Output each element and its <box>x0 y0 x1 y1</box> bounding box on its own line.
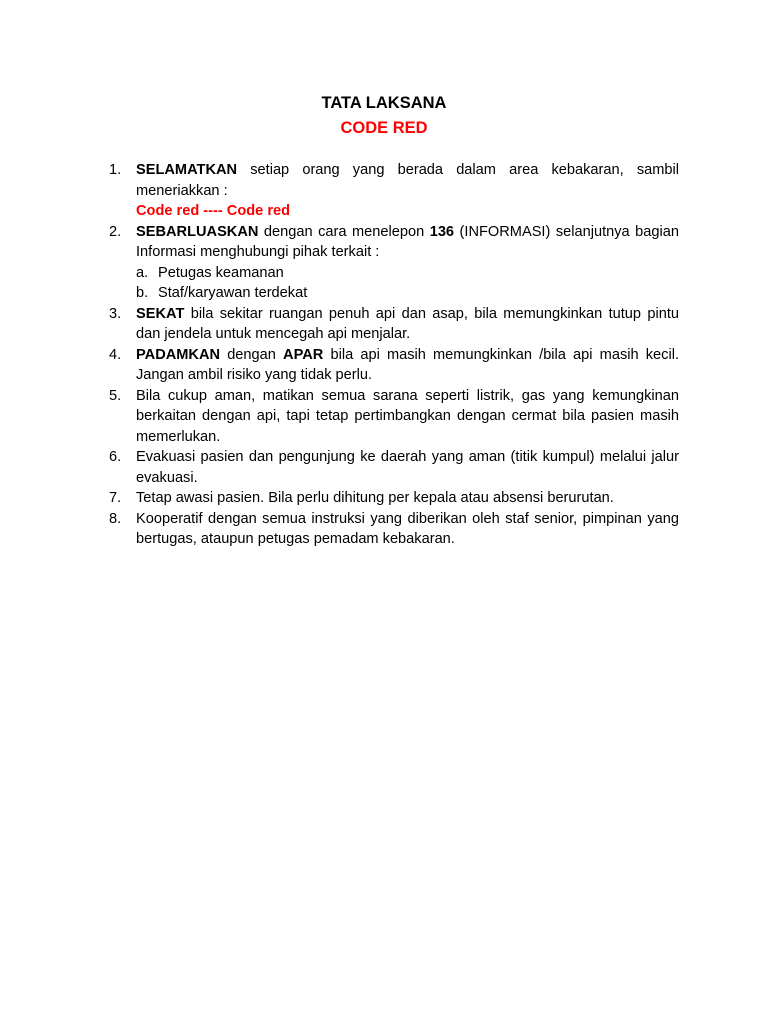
item-text <box>136 160 679 201</box>
item-description: bila sekitar ruangan penuh api dan asap, bila memungkinkan tutup pintu dan jendela untuk mencegah api menjalar. <box>136 305 679 342</box>
list-item <box>109 304 679 345</box>
item-number: 2. <box>109 223 122 240</box>
sub-item-text: Petugas keamanan <box>158 264 284 281</box>
item-description-cont: (INFORMASI) selanjutnya bagian Informasi menghubungi pihak terkait : <box>136 223 679 260</box>
item-keyword: SEBARLUASKAN <box>136 223 259 240</box>
item-number: 8. <box>109 510 122 527</box>
item-text: Evakuasi pasien dan pengunjung ke daerah yang aman (titik kumpul) melalui jalur evakuasi. <box>136 449 679 486</box>
phone-number: 136 <box>429 223 455 240</box>
sub-list-item <box>136 263 679 284</box>
item-text <box>136 304 679 345</box>
item-number: 3. <box>109 305 122 322</box>
item-description: setiap orang yang berada dalam area kebakaran, sambil meneriakkan : <box>136 162 679 199</box>
document-subtitle: CODE RED <box>340 119 428 137</box>
item-keyword: SEKAT <box>136 305 185 322</box>
list-item <box>109 488 679 509</box>
item-description-cont: bila api masih memungkinkan /bila api masih kecil. Jangan ambil risiko yang tidak perlu. <box>136 346 679 383</box>
item-text: Kooperatif dengan semua instruksi yang diberikan oleh staf senior, pimpinan yang bertugas, ataupun petugas pemadam kebakaran. <box>136 510 679 547</box>
procedure-list <box>109 160 679 550</box>
item-keyword: SELAMATKAN <box>136 162 238 178</box>
sub-item-letter: b. <box>136 285 149 301</box>
item-text <box>136 222 679 263</box>
document-title: TATA LAKSANA <box>321 94 447 112</box>
item-number: 6. <box>109 449 122 465</box>
item-keyword-apar: APAR <box>283 346 324 363</box>
sub-item-letter: a. <box>136 264 149 281</box>
sub-item-text: Staf/karyawan terdekat <box>158 285 308 301</box>
item-description: dengan <box>220 346 284 363</box>
item-description: dengan cara menelepon <box>258 223 430 240</box>
list-item <box>109 160 679 222</box>
list-item <box>109 222 679 304</box>
item-number: 1. <box>109 162 122 178</box>
list-item <box>109 509 679 550</box>
item-number: 5. <box>109 387 122 404</box>
sub-list-item <box>136 283 679 304</box>
list-item <box>109 447 679 488</box>
item-number: 4. <box>109 346 122 363</box>
list-item <box>109 386 679 448</box>
item-number: 7. <box>109 490 122 506</box>
list-item <box>109 345 679 386</box>
item-text: Bila cukup aman, matikan semua sarana seperti listrik, gas yang kemungkinan berkaitan dengan api, tapi tetap pertimbangkan dengan cermat bila pasien masih memerlukan. <box>136 387 679 445</box>
item-text <box>136 345 679 386</box>
item-text: Tetap awasi pasien. Bila perlu dihitung per kepala atau absensi berurutan. <box>136 490 614 506</box>
item-keyword: PADAMKAN <box>136 346 221 363</box>
alert-call-text: Code red ---- Code red <box>136 203 291 219</box>
